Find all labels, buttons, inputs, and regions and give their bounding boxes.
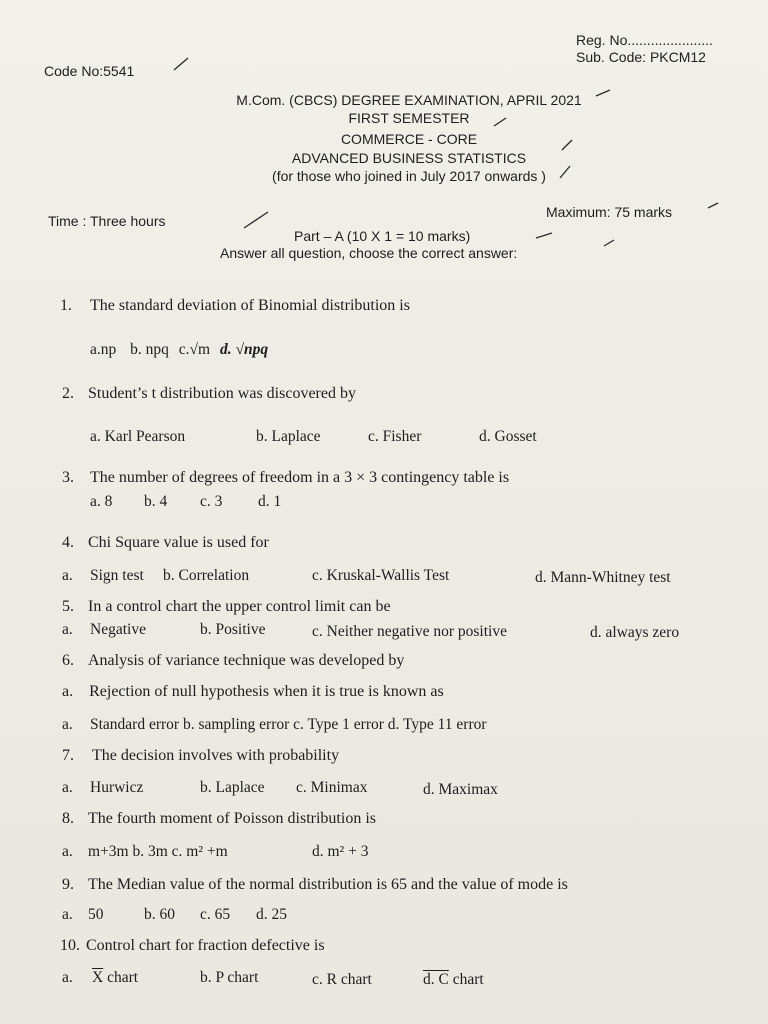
option-label: a. [62, 716, 73, 733]
x-bar-symbol: $\overline{X}$ [92, 969, 104, 986]
option-a: Negative [90, 621, 146, 638]
question-8 [62, 810, 376, 828]
option-d: d. always zero [590, 624, 680, 641]
option-c: c. R chart [312, 971, 372, 988]
pen-tick-marks [0, 0, 768, 280]
question-3 [62, 469, 509, 487]
maximum-marks: Maximum: 75 marks [546, 204, 673, 220]
question-9 [62, 876, 568, 894]
option-d-label: chart [452, 971, 484, 988]
option-a-label: chart [107, 969, 139, 986]
instruction: Answer all question, choose the correct answer: [220, 245, 518, 261]
option-d: d. 25 [256, 906, 287, 923]
option-b: b. Correlation [163, 567, 250, 584]
question-number: 3. [62, 469, 74, 486]
option-d: d. Mann-Whitney test [535, 569, 671, 586]
question-2 [62, 385, 356, 403]
option-a: a.np [90, 341, 117, 358]
sub-code: Sub. Code: PKCM12 [576, 49, 706, 65]
options-line: Standard error b. sampling error c. Type 1 error d. Type 11 error [90, 716, 487, 733]
option-b: b. 60 [144, 906, 175, 923]
option-b: b. npq [130, 341, 169, 358]
option-d: d. √npq [219, 341, 269, 358]
question-6 [62, 652, 404, 670]
option-c: c. 65 [200, 906, 231, 923]
question-text: Control chart for fraction defective is [86, 937, 325, 954]
question-7 [62, 747, 339, 765]
option-d [423, 971, 484, 989]
option-b: b. P chart [200, 969, 259, 986]
question-number: 4. [62, 534, 74, 551]
option-b: b. Laplace [256, 428, 321, 445]
question-text: The Median value of the normal distribution is 65 and the value of mode is [88, 876, 568, 893]
option-a: a. Karl Pearson [90, 428, 186, 445]
option-c: c. Fisher [368, 428, 422, 445]
option-label: a. [62, 567, 73, 584]
option-b: b. 4 [144, 493, 168, 510]
question-text: Rejection of null hypothesis when it is true is known as [89, 683, 444, 700]
option-a: a. 8 [90, 493, 113, 510]
reg-no: Reg. No...................... [576, 32, 713, 48]
part-title: Part – A (10 X 1 = 10 marks) [294, 228, 471, 244]
option-b: b. Laplace [200, 779, 265, 796]
option-c: c. 3 [200, 493, 223, 510]
option-label: a. [62, 683, 74, 700]
semester: FIRST SEMESTER [348, 110, 470, 126]
code-no: Code No:5541 [44, 63, 135, 79]
option-a: 50 [88, 906, 104, 923]
option-a [92, 969, 138, 987]
c-bar-symbol: d. C [423, 971, 449, 988]
question-text: Analysis of variance technique was developed by [88, 652, 405, 669]
question-1 [60, 297, 410, 315]
option-d: d. 1 [258, 493, 282, 510]
option-b: b. Positive [200, 621, 266, 638]
option-d: d. m² + 3 [312, 843, 369, 860]
option-a: Sign test [90, 567, 144, 584]
exam-title: M.Com. (CBCS) DEGREE EXAMINATION, APRIL 2021 [236, 92, 582, 108]
option-c: c. Neither negative nor positive [312, 623, 507, 640]
question-number: 5. [62, 598, 74, 615]
question-1-options [90, 341, 268, 359]
question-text: Chi Square value is used for [88, 534, 269, 551]
option-label: a. [62, 843, 73, 860]
option-c: c. Kruskal-Wallis Test [312, 567, 450, 584]
question-number: 6. [62, 652, 74, 669]
question-10 [60, 937, 325, 955]
question-text: The number of degrees of freedom in a 3 × 3 contingency table is [90, 469, 510, 486]
option-a: Hurwicz [90, 779, 144, 796]
options-a-to-c: m+3m b. 3m c. m² +m [88, 843, 228, 860]
question-number: 2. [62, 385, 74, 402]
question-text: The decision involves with probability [92, 747, 340, 764]
option-label: a. [62, 621, 73, 638]
question-number: 7. [62, 747, 74, 764]
question-text: In a control chart the upper control limit can be [88, 598, 391, 615]
option-c: c.√m [178, 341, 211, 358]
option-c: c. Minimax [296, 779, 368, 796]
stream: COMMERCE - CORE [340, 131, 478, 147]
question-text: The fourth moment of Poisson distribution is [88, 810, 376, 827]
option-label: a. [62, 906, 73, 923]
option-label: a. [62, 969, 73, 986]
applicability: (for those who joined in July 2017 onwards ) [272, 168, 546, 184]
question-number: 9. [62, 876, 74, 893]
option-d: d. Maximax [423, 781, 498, 798]
question-number: 10. [60, 937, 80, 954]
question-text: The standard deviation of Binomial distribution is [90, 297, 410, 314]
subject-title: ADVANCED BUSINESS STATISTICS [291, 150, 527, 166]
question-2-options [90, 428, 185, 446]
option-d: d. Gosset [479, 428, 537, 445]
question-number: 1. [60, 297, 72, 314]
question-number: 8. [62, 810, 74, 827]
question-text: Student’s t distribution was discovered by [88, 385, 356, 402]
question-6-continuation [62, 683, 444, 701]
question-4 [62, 534, 269, 552]
time-allowed: Time : Three hours [48, 213, 166, 229]
option-label: a. [62, 779, 73, 796]
question-5 [62, 598, 391, 616]
